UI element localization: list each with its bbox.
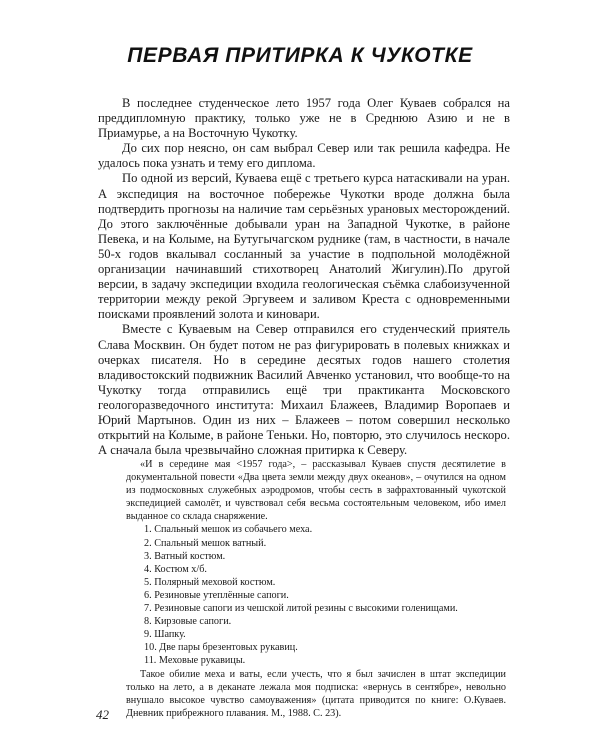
- main-text: [98, 96, 510, 458]
- paragraph: По одной из версий, Куваева ещё с третьего курса натаскивали на уран. А экспедиция на восточное побережье Чукотки вроде должна была подтвердить прогнозы на наличие там серьёзных урановых месторождений. До этого заключённые добывали уран на Западной Чукотке, в районе Певека, и на Колыме, на Бутугычагском руднике (там, в частности, в начале 50-х годов вкалывал сосланный за участие в подпольной молодёжной организации начинавший стихотворец Анатолий Жигулин).По другой версии, в задачу экспедиции входила геологическая съёмка слабоизученной территории между рекой Эргувеем и заливом Креста с одновременными поисками проявлений золота и киновари.: [98, 171, 510, 322]
- quote-outro: Такое обилие меха и ваты, если учесть, что я был зачислен в штат экспедиции только на лето, а в деканате лежала моя подписка: «вернусь в сентябре», невольно внушало высокое чувство самоуважения» (цитата приводится по книге: О.Куваев. Дневник прибрежного плавания. М., 1988. С. 23).: [126, 668, 506, 719]
- paragraph: Вместе с Куваевым на Север отправился его студенческий приятель Слава Москвин. Он будет потом не раз фигурировать в полевых книжках и очерках писателя. Но в середине десятых годов нашего столетия владивостокский подвижник Василий Авченко установил, что вообще-то на Чукотку тогда отправились ещё три практиканта Московского геологоразведочного института: Михаил Блажеев, Владимир Воропаев и Юрий Мартынов. Один из них – Блажеев – потом совершил несколько открытий на Колыме, в районе Теньки. Но, повторю, это случилось нескоро. А сначала была чрезвычайно сложная притирка к Северу.: [98, 322, 510, 458]
- list-item: 9. Шапку.: [144, 629, 186, 641]
- list-item: 1. Спальный мешок из собачьего меха.: [144, 524, 313, 536]
- list-item: 7. Резиновые сапоги из чешской литой резины с высокими голенищами.: [144, 603, 458, 615]
- list-item: 2. Спальный мешок ватный.: [144, 537, 267, 549]
- paragraph: До сих пор неясно, он сам выбрал Север или так решила кафедра. Не удалось пока узнать и тему его диплома.: [98, 141, 510, 171]
- list-item: 8. Кирзовые сапоги.: [144, 616, 232, 628]
- page-number: 42: [96, 707, 109, 722]
- paragraph: В последнее студенческое лето 1957 года Олег Куваев собрался на преддипломную практику, только уже не в Среднюю Азию и не в Приамурье, а на Восточную Чукотку.: [98, 96, 510, 141]
- list-item: 5. Полярный меховой костюм.: [144, 576, 276, 588]
- quote-intro: «И в середине мая <1957 года>, – рассказывал Куваев спустя десятилетие в документальной повести «Два цвета земли между двух океанов», – очутился на одном из подмосковных служебных аэродромов, чтобы сесть в зафрахтованный чукотской экспедицией самолёт, и чувствовал себя весьма состоятельным человеком, ибо имел выданное со склада снаряжение.: [126, 459, 506, 523]
- list-item: 6. Резиновые утеплённые сапоги.: [144, 589, 289, 601]
- equipment-list: [126, 523, 506, 667]
- list-item: 3. Ватный костюм.: [144, 550, 226, 562]
- quotation-block: [126, 458, 506, 720]
- list-item: 10. Две пары брезентовых рукавиц.: [144, 642, 298, 654]
- chapter-title: ПЕРВАЯ ПРИТИРКА К ЧУКОТКЕ: [127, 44, 473, 67]
- list-item: 4. Костюм х/б.: [144, 563, 207, 575]
- list-item: 11. Меховые рукавицы.: [144, 655, 246, 667]
